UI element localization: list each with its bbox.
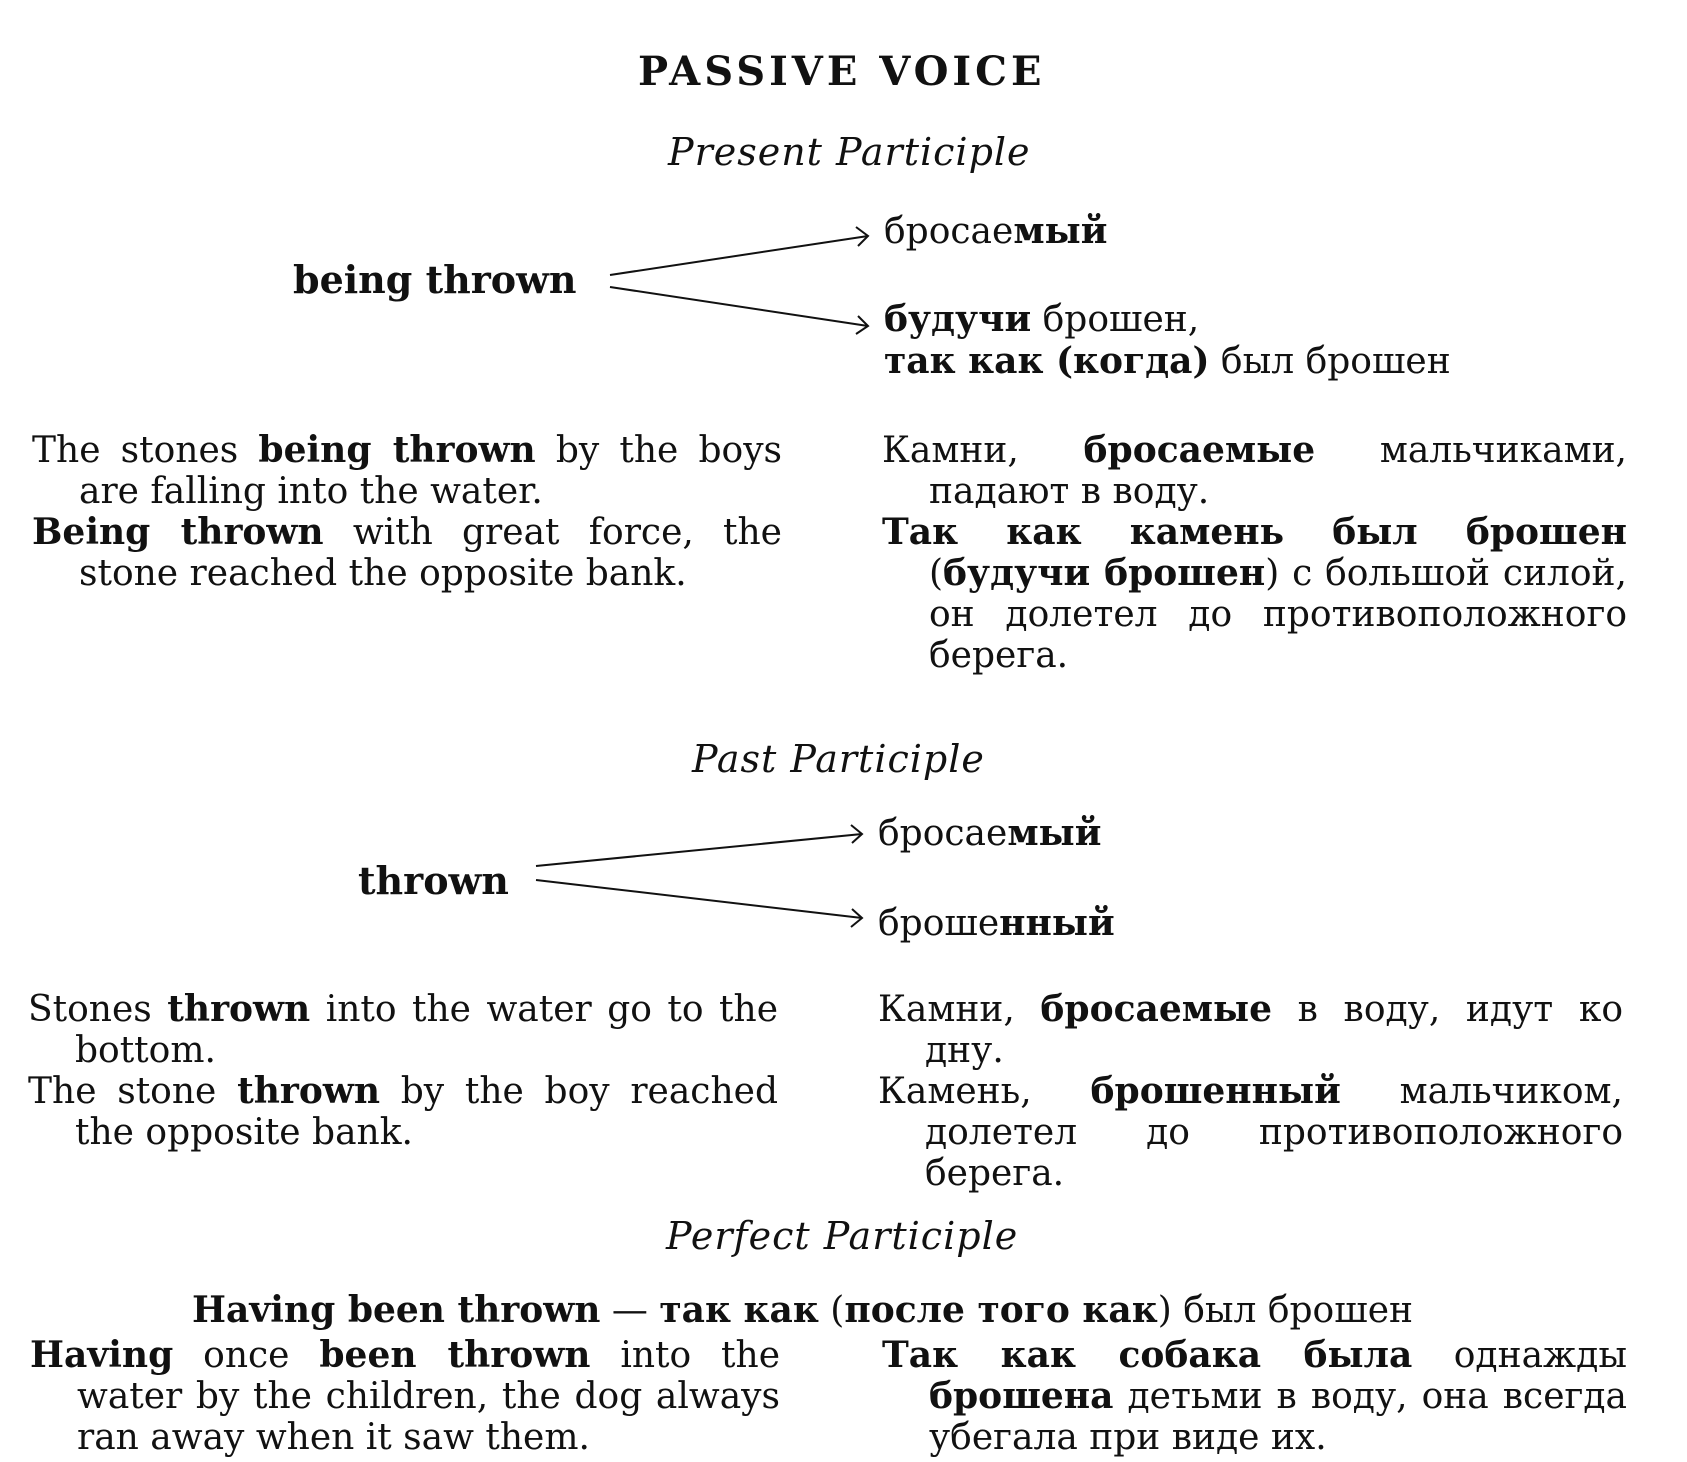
bold-run: брошена	[929, 1375, 1114, 1417]
translation-bold-ending: мый	[1013, 210, 1108, 252]
bold-run: Так как камень был брошен	[882, 511, 1627, 553]
translation-plain: брошен,	[1031, 299, 1200, 340]
text-run: (	[929, 553, 944, 594]
bold-run: thrown	[167, 988, 311, 1030]
arrow-line-past-lower	[536, 880, 862, 918]
text-run: детьми в воду, она всегда убегала при виде их.	[929, 1376, 1627, 1458]
bold-run: после того как	[844, 1289, 1158, 1331]
translation-bold-ending: мый	[1007, 812, 1102, 854]
text-run: The stones	[32, 430, 259, 471]
bold-run: так как	[659, 1289, 819, 1331]
translation-plain: бросае	[878, 813, 1008, 854]
page-title: PASSIVE VOICE	[638, 48, 1046, 95]
bold-run: Так как собака была	[882, 1334, 1413, 1376]
text-run: Камень,	[878, 1071, 1091, 1112]
text-run: by the boy reached the opposite bank.	[75, 1071, 778, 1153]
translation-bold: так как (когда)	[884, 340, 1210, 382]
text-run: The stone	[28, 1071, 238, 1112]
present-participle-heading: Present Participle	[668, 130, 1031, 174]
bold-run: будучи брошен	[943, 552, 1266, 594]
text-run: Камни,	[882, 430, 1084, 471]
translation-bold-ending: нный	[999, 902, 1115, 944]
text-run: Stones	[28, 989, 168, 1030]
text-run: однажды	[1412, 1335, 1627, 1376]
bold-run: being thrown	[258, 429, 536, 471]
text-run: ) с большой силой, он долетел до противоположного берега.	[929, 553, 1627, 676]
text-run: ) был брошен	[1157, 1290, 1413, 1331]
bold-run: бросаемые	[1083, 429, 1316, 471]
translation-plain: бросае	[884, 211, 1014, 252]
perfect-participle-heading: Perfect Participle	[666, 1214, 1019, 1258]
text-run: в воду, идут ко дну.	[925, 989, 1623, 1071]
present-form: being thrown	[293, 257, 577, 302]
arrow-line-past-upper	[536, 834, 862, 866]
translation-bold: будучи	[884, 298, 1032, 340]
text-run: by the boys are falling into the water.	[79, 430, 783, 512]
past-participle-heading: Past Participle	[692, 737, 985, 781]
text-run: мальчиками, падают в воду.	[929, 430, 1628, 512]
arrow-line-present-lower	[610, 287, 868, 326]
bold-run: Having been thrown	[192, 1289, 601, 1331]
bold-run: бросаемые	[1040, 988, 1273, 1030]
text-run: into the water by the children, the dog always ran away when it saw them.	[77, 1335, 781, 1458]
past-form: thrown	[358, 858, 509, 903]
text-run: мальчиком, долетел до противоположного берега.	[925, 1071, 1623, 1194]
arrow-line-present-upper	[610, 236, 868, 275]
bold-run: Being thrown	[32, 511, 324, 553]
text-run: (	[818, 1290, 845, 1331]
text-run: Камни,	[878, 989, 1041, 1030]
bold-run: брошенный	[1090, 1070, 1341, 1112]
text-run: with great force, the stone reached the opposite bank.	[79, 512, 782, 594]
text-run: into the water go to the bottom.	[75, 989, 779, 1071]
bold-run: thrown	[237, 1070, 381, 1112]
bold-run: been thrown	[319, 1334, 591, 1376]
text-run: once	[173, 1335, 320, 1376]
text-run: —	[600, 1290, 660, 1331]
bold-run: Having	[30, 1334, 174, 1376]
translation-plain: броше	[878, 903, 1000, 944]
translation-plain: был брошен	[1209, 341, 1451, 382]
